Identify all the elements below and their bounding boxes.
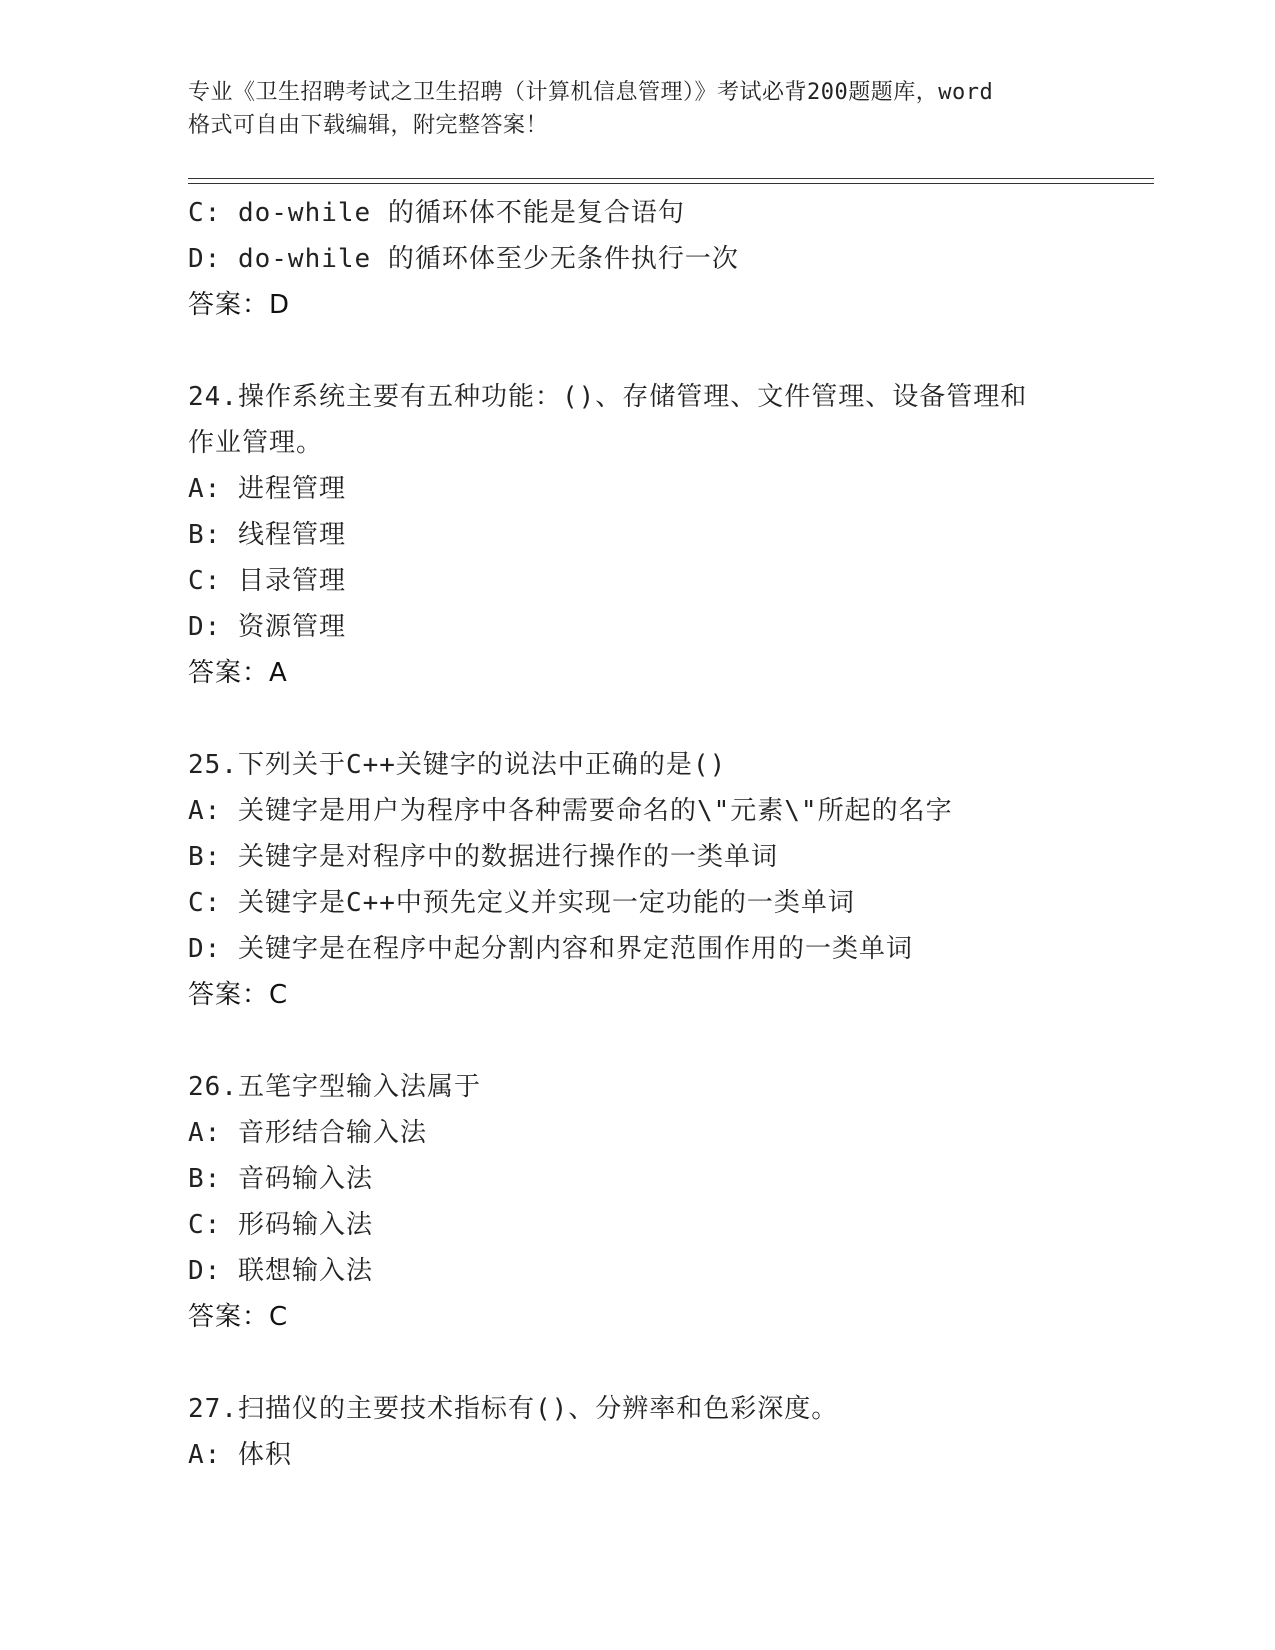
option-c: C: 关键字是C++中预先定义并实现一定功能的一类单词 (188, 888, 855, 918)
question-27 (188, 1386, 1154, 1478)
option-d: D: 资源管理 (188, 612, 346, 642)
option-a: A: 音形结合输入法 (188, 1118, 427, 1148)
spacer (188, 1018, 1154, 1064)
answer-line: 答案：C (188, 980, 289, 1010)
answer-line: 答案：A (188, 658, 288, 688)
option-b: B: 音码输入法 (188, 1164, 373, 1194)
option-a: A: 进程管理 (188, 474, 346, 504)
answer-line: 答案：C (188, 1302, 289, 1332)
header-divider-top (188, 178, 1154, 179)
question-25 (188, 742, 1154, 1018)
question-stem: 24.操作系统主要有五种功能：()、存储管理、文件管理、设备管理和 (188, 382, 1028, 412)
option-c: C: 形码输入法 (188, 1210, 373, 1240)
question-list (188, 190, 1154, 1478)
option-c: C: 目录管理 (188, 566, 346, 596)
question-stem: 25.下列关于C++关键字的说法中正确的是() (188, 750, 727, 780)
option-c: C: do-while 的循环体不能是复合语句 (188, 198, 685, 228)
spacer (188, 328, 1154, 374)
option-b: B: 线程管理 (188, 520, 346, 550)
spacer (188, 1340, 1154, 1386)
document-header (188, 76, 1088, 142)
header-title-line-1: 专业《卫生招聘考试之卫生招聘（计算机信息管理）》考试必背200题题库，word (188, 80, 994, 105)
option-d: D: 关键字是在程序中起分割内容和界定范围作用的一类单词 (188, 934, 913, 964)
header-title-line-2: 格式可自由下载编辑，附完整答案！ (188, 113, 549, 138)
question-stem: 26.五笔字型输入法属于 (188, 1072, 481, 1102)
question-23-tail (188, 190, 1154, 328)
spacer (188, 696, 1154, 742)
question-stem: 27.扫描仪的主要技术指标有()、分辨率和色彩深度。 (188, 1394, 839, 1424)
option-d: D: 联想输入法 (188, 1256, 373, 1286)
option-b: B: 关键字是对程序中的数据进行操作的一类单词 (188, 842, 778, 872)
question-24 (188, 374, 1154, 696)
answer-line: 答案：D (188, 290, 291, 320)
option-d: D: do-while 的循环体至少无条件执行一次 (188, 244, 739, 274)
question-stem-continued: 作业管理。 (188, 428, 324, 458)
option-a: A: 体积 (188, 1440, 292, 1470)
option-a: A: 关键字是用户为程序中各种需要命名的\"元素\"所起的名字 (188, 796, 953, 826)
header-divider-bottom (188, 183, 1154, 184)
question-26 (188, 1064, 1154, 1340)
